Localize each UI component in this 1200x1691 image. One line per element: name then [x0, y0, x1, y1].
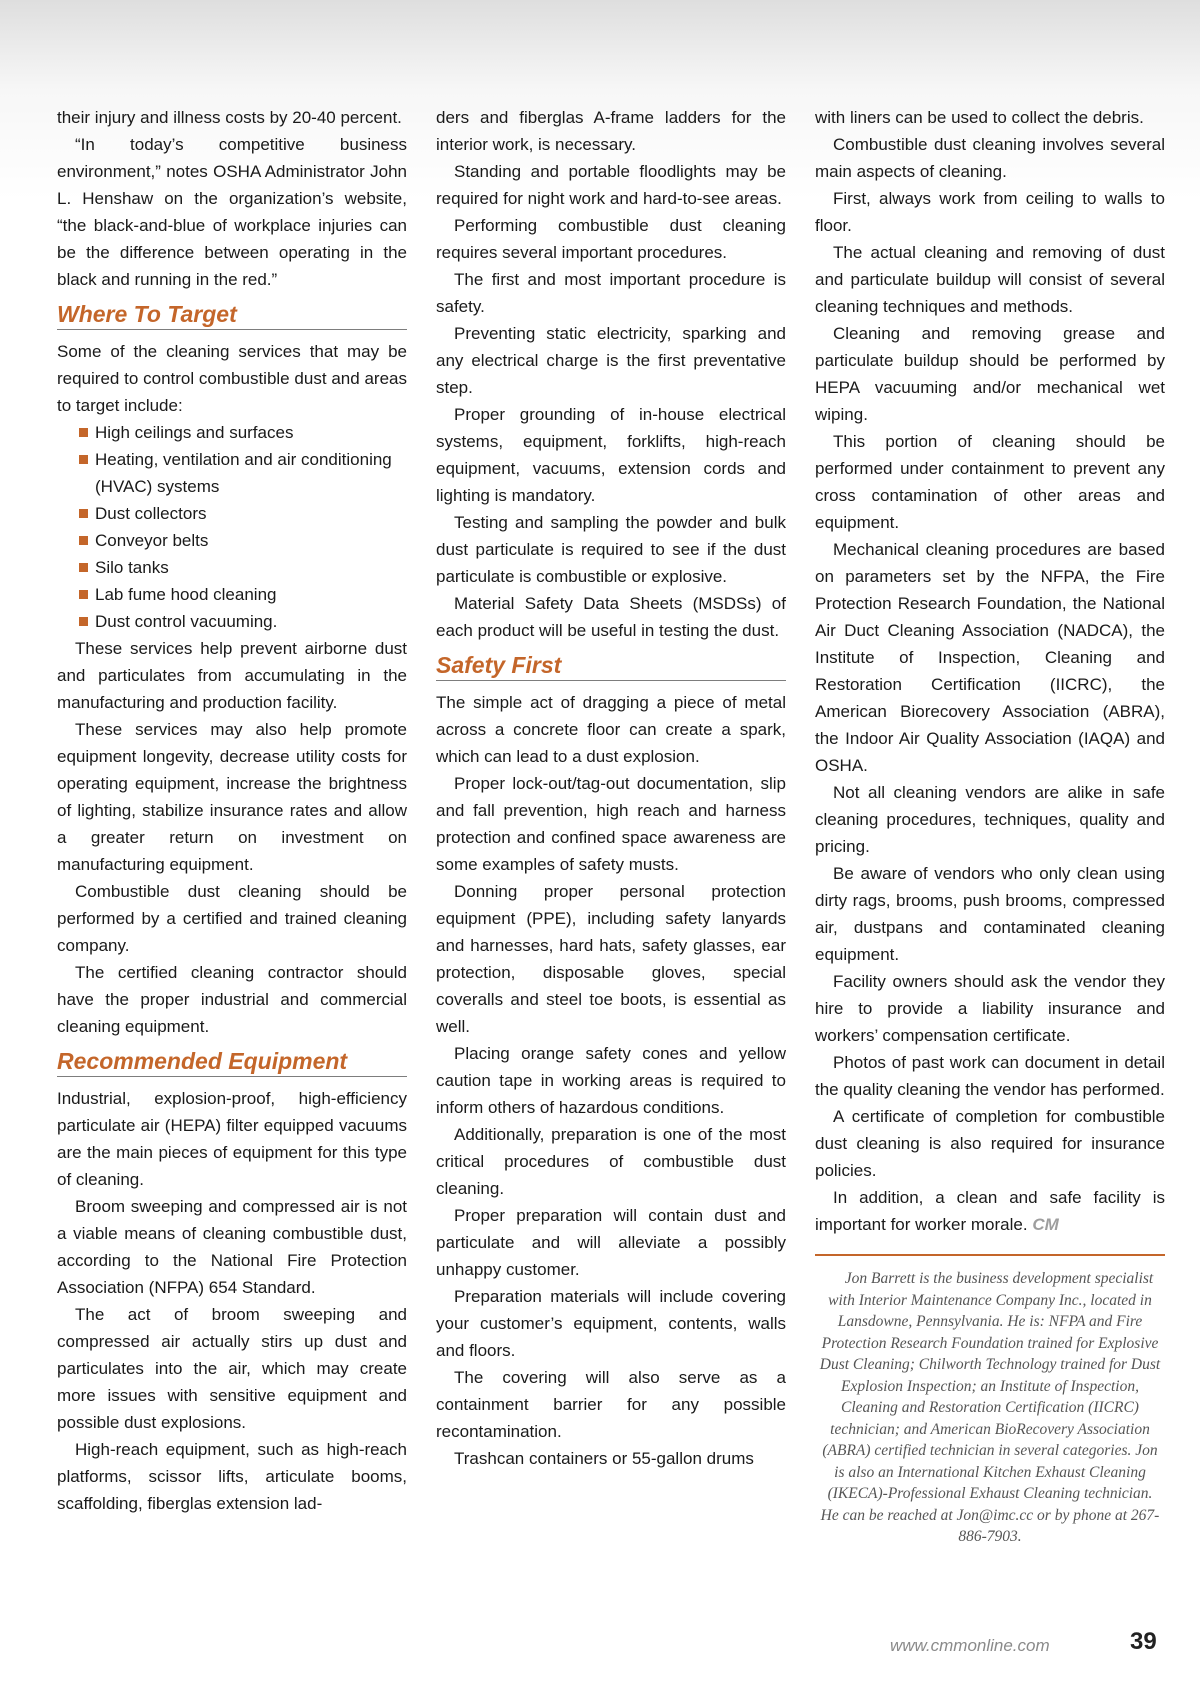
paragraph: Donning proper personal protection equipment (PPE), including safety lanyards and harnesses, hard hats, safety glasses, ear protection, disposable gloves, special coveralls and steel toe boots, is essential as well. — [436, 882, 786, 1036]
section-heading-safety-first: Safety First — [436, 652, 786, 681]
article-column-1 — [57, 104, 407, 1517]
paragraph: Trashcan containers or 55-gallon drums — [454, 1449, 754, 1468]
paragraph: Performing combustible dust cleaning requires several important procedures. — [436, 216, 786, 262]
target-areas-list — [57, 419, 407, 635]
paragraph: Not all cleaning vendors are alike in safe cleaning procedures, techniques, quality and pricing. — [815, 783, 1165, 856]
paragraph: Broom sweeping and compressed air is not a viable means of cleaning combustible dust, according to the National Fire Protection Association (NFPA) 654 Standard. — [57, 1197, 407, 1297]
paragraph: A certificate of completion for combustible dust cleaning is also required for insurance policies. — [815, 1107, 1165, 1180]
end-mark: CM — [1032, 1215, 1059, 1234]
paragraph: Combustible dust cleaning should be performed by a certified and trained cleaning company. — [57, 882, 407, 955]
paragraph: Facility owners should ask the vendor they hire to provide a liability insurance and workers’ compensation certificate. — [815, 972, 1165, 1045]
square-bullet-icon — [79, 428, 88, 437]
square-bullet-icon — [79, 455, 88, 464]
list-item: Conveyor belts — [79, 527, 407, 554]
article-column-3 — [815, 104, 1165, 1548]
square-bullet-icon — [79, 536, 88, 545]
paragraph: The first and most important procedure is safety. — [436, 270, 786, 316]
paragraph: The covering will also serve as a containment barrier for any possible recontamination. — [436, 1368, 786, 1441]
paragraph: These services may also help promote equipment longevity, decrease utility costs for operating equipment, increase the brightness of lighting, stabilize insurance rates and allow a greater return on investment on manufacturing equipment. — [57, 720, 407, 874]
author-bio: Jon Barrett is the business development specialist with Interior Maintenance Company Inc., located in Lansdowne, Pennsylvania. He is: NFPA and Fire Protection Research Foundation trained for Explosive Dust Cleaning; Chilworth Technology trained for Dust Explosion Inspection; an Institute of Inspection, Cleaning and Restoration Certification (IICRC) technician; and American BioRecovery Association (ABRA) certified technician in several categories. Jon is also an International Kitchen Exhaust Cleaning (IKECA)-Professional Exhaust Cleaning technician. He can be reached at Jon@imc.cc or by phone at 267-886-7903. — [819, 1270, 1161, 1545]
paragraph: Standing and portable floodlights may be required for night work and hard-to-see areas. — [436, 162, 786, 208]
page-number: 39 — [1130, 1628, 1157, 1655]
paragraph: High-reach equipment, such as high-reach platforms, scissor lifts, articulate booms, scaffolding, fiberglas extension lad- — [57, 1440, 407, 1513]
bio-divider — [815, 1254, 1165, 1256]
paragraph: The simple act of dragging a piece of metal across a concrete floor can create a spark, which can lead to a dust explosion. — [436, 693, 786, 766]
section-heading-where-to-target: Where To Target — [57, 301, 407, 330]
paragraph: Proper preparation will contain dust and particulate and will alleviate a possibly unhappy customer. — [436, 1206, 786, 1279]
paragraph: with liners can be used to collect the debris. — [815, 108, 1144, 127]
paragraph: Placing orange safety cones and yellow caution tape in working areas is required to inform others of hazardous conditions. — [436, 1044, 786, 1117]
paragraph: Combustible dust cleaning involves several main aspects of cleaning. — [815, 135, 1165, 181]
list-item: High ceilings and surfaces — [79, 419, 407, 446]
section-heading-recommended-equipment: Recommended Equipment — [57, 1048, 407, 1077]
paragraph: This portion of cleaning should be performed under containment to prevent any cross contamination of other areas and equipment. — [815, 432, 1165, 532]
paragraph: Photos of past work can document in detail the quality cleaning the vendor has performed. — [815, 1053, 1165, 1099]
square-bullet-icon — [79, 617, 88, 626]
paragraph: These services help prevent airborne dust and particulates from accumulating in the manufacturing and production facility. — [57, 639, 407, 712]
list-item: Lab fume hood cleaning — [79, 581, 407, 608]
paragraph: The actual cleaning and removing of dust and particulate buildup will consist of several cleaning techniques and methods. — [815, 243, 1165, 316]
paragraph: their injury and illness costs by 20-40 percent. — [57, 108, 402, 127]
square-bullet-icon — [79, 590, 88, 599]
paragraph: Mechanical cleaning procedures are based on parameters set by the NFPA, the Fire Protection Research Foundation, the National Air Duct Cleaning Association (NADCA), the Institute of Inspection, Cleaning and Restoration Certification (IICRC), the American Biorecovery Association (ABRA), the Indoor Air Quality Association (IAQA) and OSHA. — [815, 540, 1165, 775]
paragraph: Be aware of vendors who only clean using dirty rags, brooms, push brooms, compressed air, dustpans and contaminated cleaning equipment. — [815, 864, 1165, 964]
paragraph: Preventing static electricity, sparking and any electrical charge is the first preventative step. — [436, 324, 786, 397]
footer-website: www.cmmonline.com — [890, 1636, 1050, 1655]
square-bullet-icon — [79, 509, 88, 518]
paragraph: Additionally, preparation is one of the most critical procedures of combustible dust cleaning. — [436, 1125, 786, 1198]
paragraph: Some of the cleaning services that may be required to control combustible dust and areas to target include: — [57, 342, 407, 415]
paragraph: The certified cleaning contractor should have the proper industrial and commercial cleaning equipment. — [57, 963, 407, 1036]
paragraph: Proper grounding of in-house electrical systems, equipment, forklifts, high-reach equipment, vacuums, extension cords and lighting is mandatory. — [436, 405, 786, 505]
paragraph: “In today’s competitive business environment,” notes OSHA Administrator John L. Henshaw on the organization’s website, “the black-and-blue of workplace injuries can be the difference between operating in the black and running in the red.” — [57, 135, 407, 289]
paragraph: Industrial, explosion-proof, high-efficiency particulate air (HEPA) filter equipped vacuums are the main pieces of equipment for this type of cleaning. — [57, 1089, 407, 1189]
paragraph: Preparation materials will include covering your customer’s equipment, contents, walls and floors. — [436, 1287, 786, 1360]
paragraph: In addition, a clean and safe facility is important for worker morale. CM — [815, 1188, 1165, 1234]
list-item: Dust control vacuuming. — [79, 608, 407, 635]
paragraph: The act of broom sweeping and compressed air actually stirs up dust and particulates into the air, which may create more issues with sensitive equipment and possible dust explosions. — [57, 1305, 407, 1432]
paragraph: Proper lock-out/tag-out documentation, slip and fall prevention, high reach and harness protection and confined space awareness are some examples of safety musts. — [436, 774, 786, 874]
paragraph: Material Safety Data Sheets (MSDSs) of each product will be useful in testing the dust. — [436, 594, 786, 640]
list-item: Heating, ventilation and air conditioning (HVAC) systems — [79, 446, 407, 500]
article-column-2 — [436, 104, 786, 1472]
list-item: Silo tanks — [79, 554, 407, 581]
square-bullet-icon — [79, 563, 88, 572]
paragraph: Testing and sampling the powder and bulk dust particulate is required to see if the dust particulate is combustible or explosive. — [436, 513, 786, 586]
paragraph: ders and fiberglas A-frame ladders for the interior work, is necessary. — [436, 108, 786, 154]
paragraph: Cleaning and removing grease and particulate buildup should be performed by HEPA vacuuming and/or mechanical wet wiping. — [815, 324, 1165, 424]
list-item: Dust collectors — [79, 500, 407, 527]
paragraph: First, always work from ceiling to walls to floor. — [815, 189, 1165, 235]
